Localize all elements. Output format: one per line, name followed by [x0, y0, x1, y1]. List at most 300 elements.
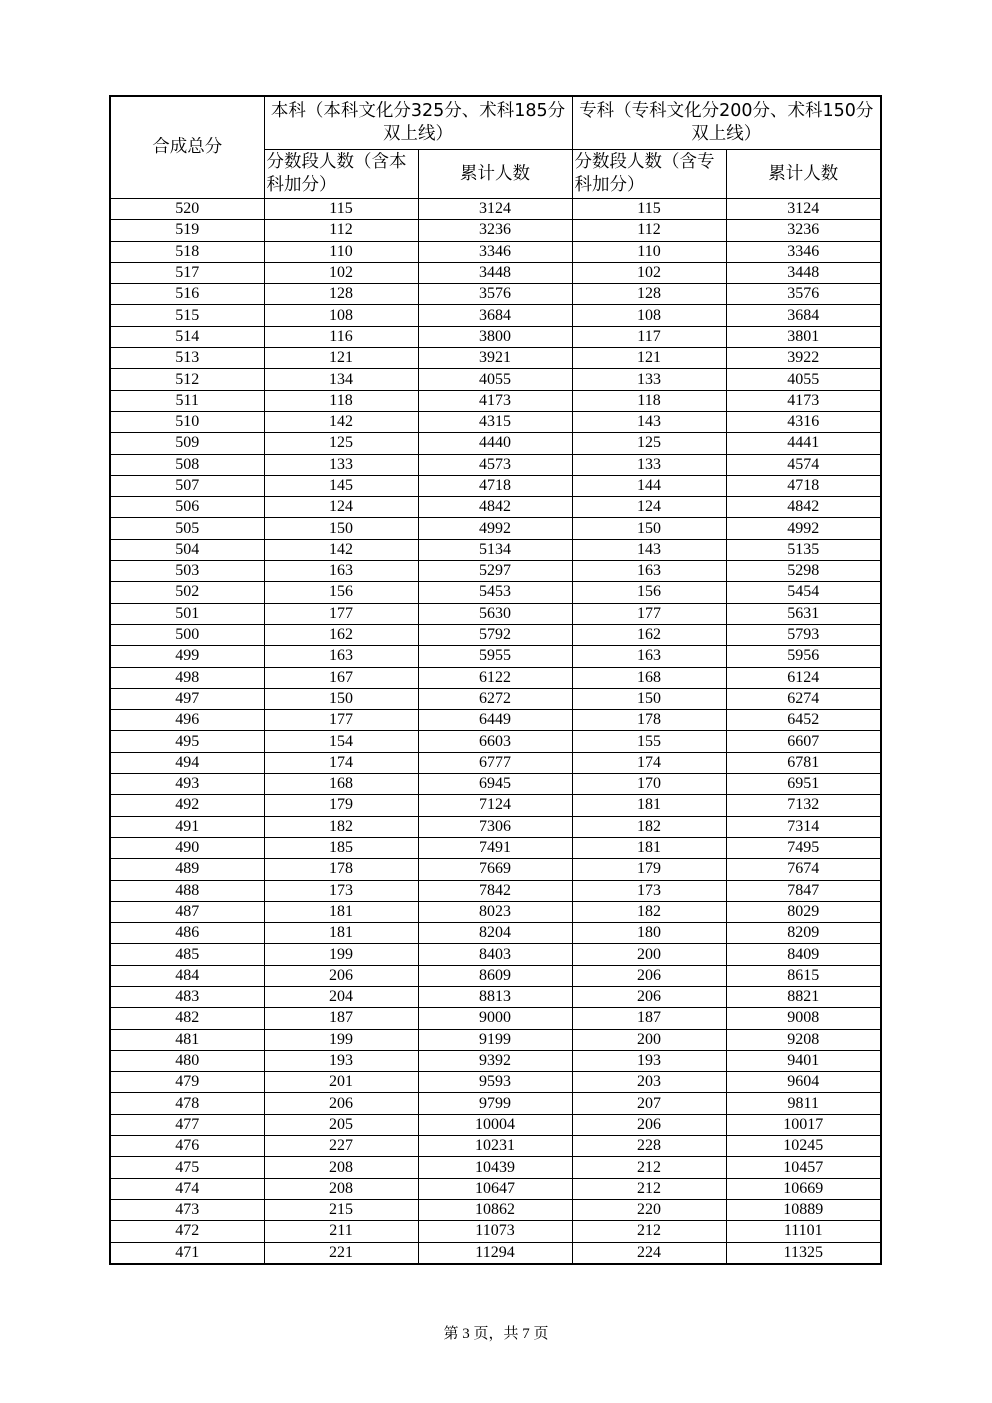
cell-undergrad-cumulative: 4440 — [418, 433, 572, 454]
cell-junior-cumulative: 10017 — [726, 1114, 881, 1135]
cell-undergrad-cumulative: 9392 — [418, 1050, 572, 1071]
cell-undergrad-cumulative: 9000 — [418, 1008, 572, 1029]
cell-junior-cumulative: 6781 — [726, 752, 881, 773]
cell-undergrad-cumulative: 7124 — [418, 795, 572, 816]
cell-total-score: 518 — [110, 241, 264, 262]
header-undergrad-count: 分数段人数（含本科加分） — [264, 150, 418, 199]
cell-total-score: 513 — [110, 348, 264, 369]
table-row — [110, 901, 881, 922]
cell-undergrad-cumulative: 3800 — [418, 326, 572, 347]
cell-total-score: 500 — [110, 624, 264, 645]
cell-junior-cumulative: 5956 — [726, 646, 881, 667]
cell-undergrad-count: 124 — [264, 497, 418, 518]
cell-junior-count: 212 — [572, 1157, 726, 1178]
table-row — [110, 475, 881, 496]
table-row — [110, 859, 881, 880]
cell-junior-count: 133 — [572, 454, 726, 475]
cell-total-score: 475 — [110, 1157, 264, 1178]
cell-junior-count: 121 — [572, 348, 726, 369]
table-row — [110, 369, 881, 390]
table-row — [110, 1199, 881, 1220]
cell-junior-count: 110 — [572, 241, 726, 262]
cell-junior-count: 112 — [572, 220, 726, 241]
cell-undergrad-count: 163 — [264, 561, 418, 582]
cell-junior-cumulative: 11101 — [726, 1221, 881, 1242]
cell-junior-count: 133 — [572, 369, 726, 390]
table-row — [110, 731, 881, 752]
cell-undergrad-cumulative: 3448 — [418, 262, 572, 283]
cell-junior-cumulative: 6274 — [726, 688, 881, 709]
cell-junior-count: 174 — [572, 752, 726, 773]
cell-undergrad-cumulative: 8403 — [418, 944, 572, 965]
cell-total-score: 502 — [110, 582, 264, 603]
cell-junior-count: 125 — [572, 433, 726, 454]
cell-junior-count: 182 — [572, 901, 726, 922]
cell-undergrad-cumulative: 3576 — [418, 284, 572, 305]
cell-undergrad-count: 211 — [264, 1221, 418, 1242]
cell-undergrad-cumulative: 5630 — [418, 603, 572, 624]
table-row — [110, 923, 881, 944]
table-row — [110, 710, 881, 731]
cell-junior-count: 203 — [572, 1072, 726, 1093]
table-row — [110, 241, 881, 262]
header-undergrad: 本科（本科文化分325分、术科185分双上线） — [264, 96, 572, 150]
cell-junior-cumulative: 8209 — [726, 923, 881, 944]
table-row — [110, 348, 881, 369]
cell-junior-cumulative: 4316 — [726, 411, 881, 432]
table-row — [110, 667, 881, 688]
cell-total-score: 474 — [110, 1178, 264, 1199]
cell-junior-cumulative: 5135 — [726, 539, 881, 560]
page-footer: 第 3 页，共 7 页 — [443, 1326, 549, 1342]
cell-junior-cumulative: 4574 — [726, 454, 881, 475]
cell-junior-cumulative: 7132 — [726, 795, 881, 816]
cell-undergrad-cumulative: 7669 — [418, 859, 572, 880]
cell-undergrad-cumulative: 5955 — [418, 646, 572, 667]
cell-junior-count: 143 — [572, 539, 726, 560]
cell-undergrad-count: 145 — [264, 475, 418, 496]
cell-junior-count: 118 — [572, 390, 726, 411]
cell-junior-cumulative: 4055 — [726, 369, 881, 390]
cell-junior-cumulative: 3236 — [726, 220, 881, 241]
table-row — [110, 837, 881, 858]
cell-junior-cumulative: 7314 — [726, 816, 881, 837]
cell-undergrad-cumulative: 8023 — [418, 901, 572, 922]
cell-junior-count: 179 — [572, 859, 726, 880]
cell-junior-count: 187 — [572, 1008, 726, 1029]
cell-total-score: 499 — [110, 646, 264, 667]
cell-junior-cumulative: 3576 — [726, 284, 881, 305]
header-junior-count: 分数段人数（含专科加分） — [572, 150, 726, 199]
cell-junior-count: 212 — [572, 1178, 726, 1199]
cell-junior-count: 156 — [572, 582, 726, 603]
cell-undergrad-count: 156 — [264, 582, 418, 603]
cell-undergrad-cumulative: 7491 — [418, 837, 572, 858]
cell-junior-count: 200 — [572, 1029, 726, 1050]
cell-junior-count: 150 — [572, 688, 726, 709]
cell-junior-count: 117 — [572, 326, 726, 347]
cell-total-score: 509 — [110, 433, 264, 454]
cell-undergrad-cumulative: 5453 — [418, 582, 572, 603]
cell-junior-cumulative: 3124 — [726, 199, 881, 220]
cell-undergrad-count: 208 — [264, 1157, 418, 1178]
cell-total-score: 478 — [110, 1093, 264, 1114]
table-row — [110, 1029, 881, 1050]
cell-undergrad-cumulative: 3684 — [418, 305, 572, 326]
cell-junior-count: 212 — [572, 1221, 726, 1242]
cell-total-score: 485 — [110, 944, 264, 965]
cell-junior-cumulative: 3448 — [726, 262, 881, 283]
cell-total-score: 477 — [110, 1114, 264, 1135]
cell-total-score: 512 — [110, 369, 264, 390]
cell-undergrad-cumulative: 5134 — [418, 539, 572, 560]
cell-junior-cumulative: 6124 — [726, 667, 881, 688]
cell-total-score: 505 — [110, 518, 264, 539]
cell-junior-cumulative: 9208 — [726, 1029, 881, 1050]
cell-junior-cumulative: 5454 — [726, 582, 881, 603]
cell-undergrad-count: 178 — [264, 859, 418, 880]
cell-undergrad-cumulative: 3346 — [418, 241, 572, 262]
cell-total-score: 482 — [110, 1008, 264, 1029]
table-row — [110, 1072, 881, 1093]
table-row — [110, 795, 881, 816]
cell-junior-cumulative: 4992 — [726, 518, 881, 539]
cell-undergrad-cumulative: 4173 — [418, 390, 572, 411]
cell-undergrad-cumulative: 7306 — [418, 816, 572, 837]
cell-total-score: 511 — [110, 390, 264, 411]
cell-junior-count: 206 — [572, 965, 726, 986]
table-row — [110, 326, 881, 347]
cell-total-score: 503 — [110, 561, 264, 582]
cell-junior-cumulative: 8409 — [726, 944, 881, 965]
cell-junior-count: 180 — [572, 923, 726, 944]
table-row — [110, 944, 881, 965]
cell-undergrad-cumulative: 8813 — [418, 986, 572, 1007]
table-row — [110, 1050, 881, 1071]
cell-undergrad-count: 125 — [264, 433, 418, 454]
cell-total-score: 495 — [110, 731, 264, 752]
cell-undergrad-count: 201 — [264, 1072, 418, 1093]
cell-undergrad-cumulative: 3236 — [418, 220, 572, 241]
cell-junior-count: 162 — [572, 624, 726, 645]
table-row — [110, 284, 881, 305]
cell-undergrad-count: 215 — [264, 1199, 418, 1220]
cell-junior-cumulative: 6452 — [726, 710, 881, 731]
cell-junior-count: 181 — [572, 795, 726, 816]
cell-junior-count: 163 — [572, 646, 726, 667]
score-distribution-table — [109, 95, 882, 1265]
table-row — [110, 220, 881, 241]
cell-total-score: 487 — [110, 901, 264, 922]
cell-undergrad-count: 110 — [264, 241, 418, 262]
cell-undergrad-count: 162 — [264, 624, 418, 645]
table-header — [110, 96, 881, 199]
cell-junior-cumulative: 7495 — [726, 837, 881, 858]
cell-junior-cumulative: 3684 — [726, 305, 881, 326]
table-row — [110, 1093, 881, 1114]
cell-total-score: 493 — [110, 774, 264, 795]
cell-undergrad-count: 174 — [264, 752, 418, 773]
cell-total-score: 479 — [110, 1072, 264, 1093]
cell-total-score: 490 — [110, 837, 264, 858]
cell-undergrad-cumulative: 9799 — [418, 1093, 572, 1114]
table-row — [110, 1242, 881, 1264]
cell-undergrad-cumulative: 4573 — [418, 454, 572, 475]
cell-undergrad-count: 150 — [264, 688, 418, 709]
table-row — [110, 1114, 881, 1135]
cell-undergrad-count: 142 — [264, 411, 418, 432]
cell-total-score: 492 — [110, 795, 264, 816]
cell-undergrad-cumulative: 10004 — [418, 1114, 572, 1135]
cell-undergrad-count: 154 — [264, 731, 418, 752]
cell-undergrad-cumulative: 3921 — [418, 348, 572, 369]
cell-undergrad-count: 134 — [264, 369, 418, 390]
cell-junior-count: 206 — [572, 1114, 726, 1135]
cell-undergrad-cumulative: 4315 — [418, 411, 572, 432]
cell-undergrad-count: 181 — [264, 923, 418, 944]
cell-total-score: 471 — [110, 1242, 264, 1264]
cell-undergrad-cumulative: 4842 — [418, 497, 572, 518]
cell-junior-count: 177 — [572, 603, 726, 624]
cell-undergrad-cumulative: 6603 — [418, 731, 572, 752]
cell-undergrad-cumulative: 8609 — [418, 965, 572, 986]
cell-undergrad-count: 208 — [264, 1178, 418, 1199]
cell-junior-count: 163 — [572, 561, 726, 582]
cell-junior-cumulative: 10457 — [726, 1157, 881, 1178]
cell-junior-count: 182 — [572, 816, 726, 837]
cell-undergrad-cumulative: 4992 — [418, 518, 572, 539]
cell-undergrad-count: 187 — [264, 1008, 418, 1029]
table-row — [110, 1008, 881, 1029]
cell-undergrad-cumulative: 10647 — [418, 1178, 572, 1199]
cell-undergrad-cumulative: 3124 — [418, 199, 572, 220]
cell-junior-cumulative: 4173 — [726, 390, 881, 411]
cell-total-score: 510 — [110, 411, 264, 432]
cell-total-score: 480 — [110, 1050, 264, 1071]
cell-undergrad-count: 181 — [264, 901, 418, 922]
table-row — [110, 433, 881, 454]
cell-junior-count: 178 — [572, 710, 726, 731]
cell-undergrad-cumulative: 10862 — [418, 1199, 572, 1220]
cell-undergrad-count: 193 — [264, 1050, 418, 1071]
cell-junior-count: 124 — [572, 497, 726, 518]
table-row — [110, 965, 881, 986]
cell-junior-count: 102 — [572, 262, 726, 283]
cell-total-score: 491 — [110, 816, 264, 837]
cell-junior-cumulative: 8615 — [726, 965, 881, 986]
cell-undergrad-count: 206 — [264, 965, 418, 986]
cell-undergrad-count: 168 — [264, 774, 418, 795]
cell-undergrad-count: 121 — [264, 348, 418, 369]
table-row — [110, 774, 881, 795]
cell-total-score: 489 — [110, 859, 264, 880]
table-row — [110, 752, 881, 773]
cell-undergrad-cumulative: 11294 — [418, 1242, 572, 1264]
table-row — [110, 305, 881, 326]
cell-undergrad-count: 185 — [264, 837, 418, 858]
cell-junior-cumulative: 8029 — [726, 901, 881, 922]
cell-total-score: 486 — [110, 923, 264, 944]
cell-undergrad-count: 173 — [264, 880, 418, 901]
table-row — [110, 688, 881, 709]
table-row — [110, 624, 881, 645]
cell-undergrad-count: 150 — [264, 518, 418, 539]
table-row — [110, 816, 881, 837]
cell-junior-cumulative: 6607 — [726, 731, 881, 752]
cell-junior-cumulative: 5631 — [726, 603, 881, 624]
cell-undergrad-count: 128 — [264, 284, 418, 305]
cell-undergrad-count: 177 — [264, 603, 418, 624]
table-row — [110, 646, 881, 667]
cell-junior-count: 224 — [572, 1242, 726, 1264]
cell-undergrad-count: 206 — [264, 1093, 418, 1114]
cell-junior-cumulative: 5793 — [726, 624, 881, 645]
table-row — [110, 603, 881, 624]
cell-junior-count: 206 — [572, 986, 726, 1007]
cell-total-score: 481 — [110, 1029, 264, 1050]
cell-total-score: 501 — [110, 603, 264, 624]
table-row — [110, 880, 881, 901]
table-body — [110, 199, 881, 1264]
cell-junior-count: 150 — [572, 518, 726, 539]
cell-junior-count: 170 — [572, 774, 726, 795]
cell-total-score: 498 — [110, 667, 264, 688]
cell-total-score: 483 — [110, 986, 264, 1007]
header-junior-cumulative: 累计人数 — [726, 150, 881, 199]
table-row — [110, 1136, 881, 1157]
table-row — [110, 582, 881, 603]
header-total-score: 合成总分 — [110, 96, 264, 199]
header-junior: 专科（专科文化分200分、术科150分双上线） — [572, 96, 881, 150]
cell-junior-cumulative: 7674 — [726, 859, 881, 880]
cell-total-score: 515 — [110, 305, 264, 326]
table-row — [110, 497, 881, 518]
cell-junior-cumulative: 10245 — [726, 1136, 881, 1157]
table-row — [110, 411, 881, 432]
table-row — [110, 1157, 881, 1178]
cell-total-score: 496 — [110, 710, 264, 731]
cell-junior-count: 115 — [572, 199, 726, 220]
cell-junior-cumulative: 6951 — [726, 774, 881, 795]
cell-junior-count: 168 — [572, 667, 726, 688]
cell-undergrad-count: 182 — [264, 816, 418, 837]
cell-undergrad-cumulative: 8204 — [418, 923, 572, 944]
cell-junior-count: 144 — [572, 475, 726, 496]
cell-junior-cumulative: 9401 — [726, 1050, 881, 1071]
cell-total-score: 484 — [110, 965, 264, 986]
cell-junior-count: 193 — [572, 1050, 726, 1071]
table-row — [110, 1178, 881, 1199]
cell-undergrad-count: 204 — [264, 986, 418, 1007]
cell-junior-cumulative: 11325 — [726, 1242, 881, 1264]
cell-undergrad-count: 116 — [264, 326, 418, 347]
cell-junior-count: 181 — [572, 837, 726, 858]
cell-junior-count: 108 — [572, 305, 726, 326]
cell-junior-count: 228 — [572, 1136, 726, 1157]
table-row — [110, 561, 881, 582]
cell-undergrad-count: 179 — [264, 795, 418, 816]
cell-total-score: 473 — [110, 1199, 264, 1220]
cell-undergrad-cumulative: 6449 — [418, 710, 572, 731]
cell-undergrad-cumulative: 9199 — [418, 1029, 572, 1050]
cell-undergrad-cumulative: 6945 — [418, 774, 572, 795]
cell-junior-cumulative: 10889 — [726, 1199, 881, 1220]
cell-undergrad-count: 118 — [264, 390, 418, 411]
cell-total-score: 507 — [110, 475, 264, 496]
cell-total-score: 497 — [110, 688, 264, 709]
cell-junior-cumulative: 7847 — [726, 880, 881, 901]
cell-undergrad-cumulative: 5792 — [418, 624, 572, 645]
cell-undergrad-count: 177 — [264, 710, 418, 731]
cell-junior-cumulative: 9008 — [726, 1008, 881, 1029]
table-row — [110, 539, 881, 560]
table-row — [110, 262, 881, 283]
cell-total-score: 508 — [110, 454, 264, 475]
cell-undergrad-cumulative: 6777 — [418, 752, 572, 773]
header-undergrad-cumulative: 累计人数 — [418, 150, 572, 199]
cell-undergrad-count: 199 — [264, 1029, 418, 1050]
cell-total-score: 520 — [110, 199, 264, 220]
cell-junior-cumulative: 5298 — [726, 561, 881, 582]
cell-undergrad-cumulative: 9593 — [418, 1072, 572, 1093]
cell-junior-cumulative: 4718 — [726, 475, 881, 496]
cell-total-score: 519 — [110, 220, 264, 241]
table-row — [110, 454, 881, 475]
cell-junior-count: 207 — [572, 1093, 726, 1114]
cell-undergrad-count: 205 — [264, 1114, 418, 1135]
cell-undergrad-cumulative: 7842 — [418, 880, 572, 901]
cell-junior-count: 155 — [572, 731, 726, 752]
cell-junior-count: 128 — [572, 284, 726, 305]
cell-total-score: 517 — [110, 262, 264, 283]
cell-undergrad-count: 227 — [264, 1136, 418, 1157]
cell-junior-cumulative: 3922 — [726, 348, 881, 369]
cell-undergrad-count: 142 — [264, 539, 418, 560]
cell-total-score: 472 — [110, 1221, 264, 1242]
cell-total-score: 506 — [110, 497, 264, 518]
cell-total-score: 516 — [110, 284, 264, 305]
cell-junior-count: 220 — [572, 1199, 726, 1220]
cell-total-score: 494 — [110, 752, 264, 773]
table-row — [110, 199, 881, 220]
table-row — [110, 390, 881, 411]
cell-undergrad-count: 167 — [264, 667, 418, 688]
cell-total-score: 488 — [110, 880, 264, 901]
cell-total-score: 476 — [110, 1136, 264, 1157]
cell-undergrad-count: 115 — [264, 199, 418, 220]
cell-junior-cumulative: 3801 — [726, 326, 881, 347]
cell-junior-count: 173 — [572, 880, 726, 901]
cell-undergrad-count: 199 — [264, 944, 418, 965]
cell-total-score: 514 — [110, 326, 264, 347]
cell-junior-count: 143 — [572, 411, 726, 432]
cell-undergrad-count: 133 — [264, 454, 418, 475]
cell-junior-cumulative: 10669 — [726, 1178, 881, 1199]
cell-undergrad-count: 108 — [264, 305, 418, 326]
cell-undergrad-count: 221 — [264, 1242, 418, 1264]
cell-junior-cumulative: 4441 — [726, 433, 881, 454]
cell-junior-cumulative: 9604 — [726, 1072, 881, 1093]
cell-undergrad-cumulative: 10231 — [418, 1136, 572, 1157]
cell-undergrad-cumulative: 4055 — [418, 369, 572, 390]
cell-undergrad-cumulative: 6122 — [418, 667, 572, 688]
table-row — [110, 1221, 881, 1242]
cell-junior-cumulative: 9811 — [726, 1093, 881, 1114]
cell-undergrad-count: 112 — [264, 220, 418, 241]
cell-undergrad-cumulative: 5297 — [418, 561, 572, 582]
cell-undergrad-cumulative: 10439 — [418, 1157, 572, 1178]
cell-undergrad-cumulative: 6272 — [418, 688, 572, 709]
